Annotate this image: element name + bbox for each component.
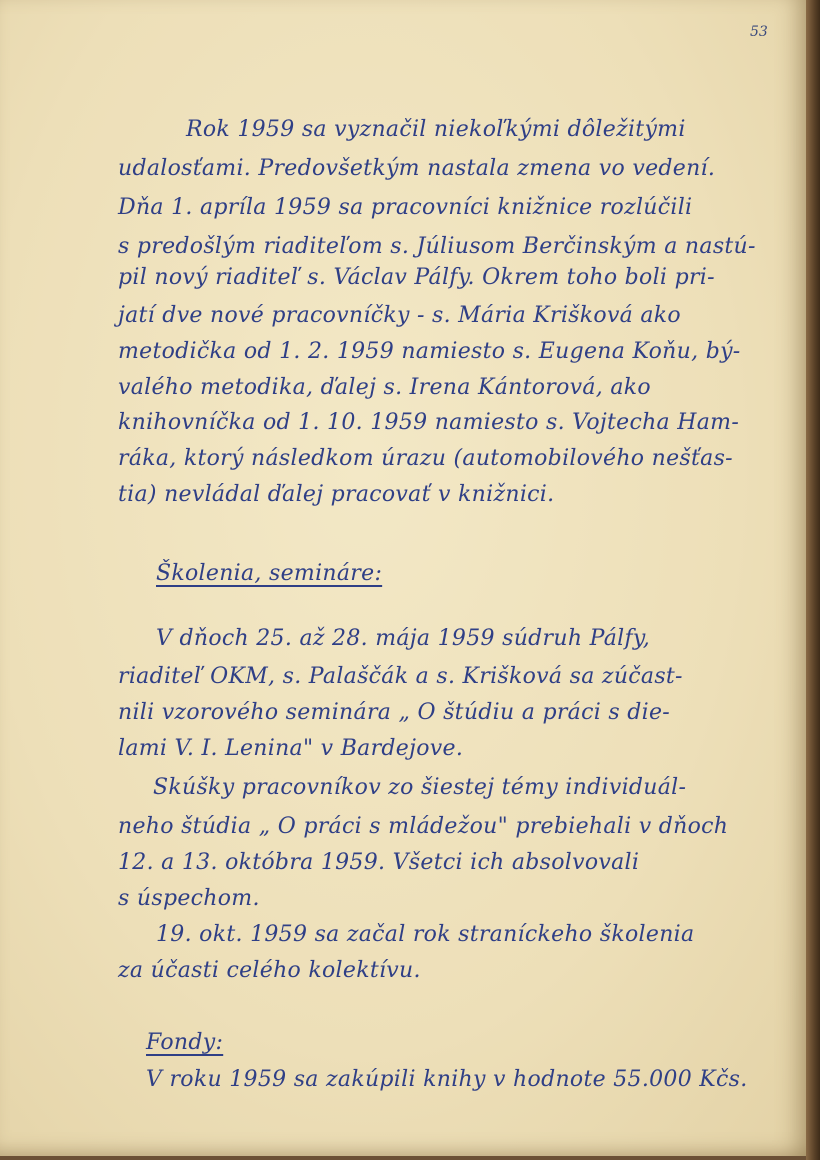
text-line: s predošlým riaditeľom s. Júliusom Berčinským a nastú- <box>118 234 756 259</box>
text-line: 19. okt. 1959 sa začal rok straníckeho školenia <box>156 922 695 947</box>
page-edge <box>806 0 820 1160</box>
page-number: 53 <box>750 24 768 40</box>
text-line: neho štúdia „ O práci s mládežou" prebiehali v dňoch <box>118 814 729 839</box>
text-line: Dňa 1. apríla 1959 sa pracovníci knižnice rozlúčili <box>118 195 693 220</box>
text-line: ráka, ktorý následkom úrazu (automobilového nešťas- <box>118 446 733 471</box>
text-line: Rok 1959 sa vyznačil niekoľkými dôležitými <box>186 117 686 142</box>
text-line: jatí dve nové pracovníčky - s. Mária Krišková ako <box>118 303 681 328</box>
text-line: tia) nevládal ďalej pracovať v knižnici. <box>118 482 555 507</box>
text-line: udalosťami. Predovšetkým nastala zmena vo vedení. <box>118 156 716 181</box>
text-line: 12. a 13. októbra 1959. Všetci ich absolvovali <box>118 850 640 875</box>
text-line: s úspechom. <box>118 886 260 911</box>
text-line: valého metodika, ďalej s. Irena Kántorová, ako <box>118 375 651 400</box>
text-line: za účasti celého kolektívu. <box>118 958 421 983</box>
text-line: knihovníčka od 1. 10. 1959 namiesto s. Vojtecha Ham- <box>118 410 740 435</box>
text-line: lami V. I. Lenina" v Bardejove. <box>118 736 464 761</box>
text-line: nili vzorového seminára „ O štúdiu a práci s die- <box>118 700 671 725</box>
text-line: riaditeľ OKM, s. Palaščák a s. Krišková sa zúčast- <box>118 664 683 689</box>
heading-funds: Fondy: <box>146 1030 224 1055</box>
text-line: V roku 1959 sa zakúpili knihy v hodnote 55.000 Kčs. <box>146 1067 748 1092</box>
text-line: Skúšky pracovníkov zo šiestej témy individuál- <box>153 775 687 800</box>
text-line: V dňoch 25. až 28. mája 1959 súdruh Pálfy, <box>156 626 651 651</box>
text-line: pil nový riaditeľ s. Václav Pálfy. Okrem toho boli pri- <box>118 265 715 290</box>
text-line: metodička od 1. 2. 1959 namiesto s. Eugena Koňu, bý- <box>118 339 741 364</box>
heading-trainings: Školenia, semináre: <box>156 561 383 586</box>
